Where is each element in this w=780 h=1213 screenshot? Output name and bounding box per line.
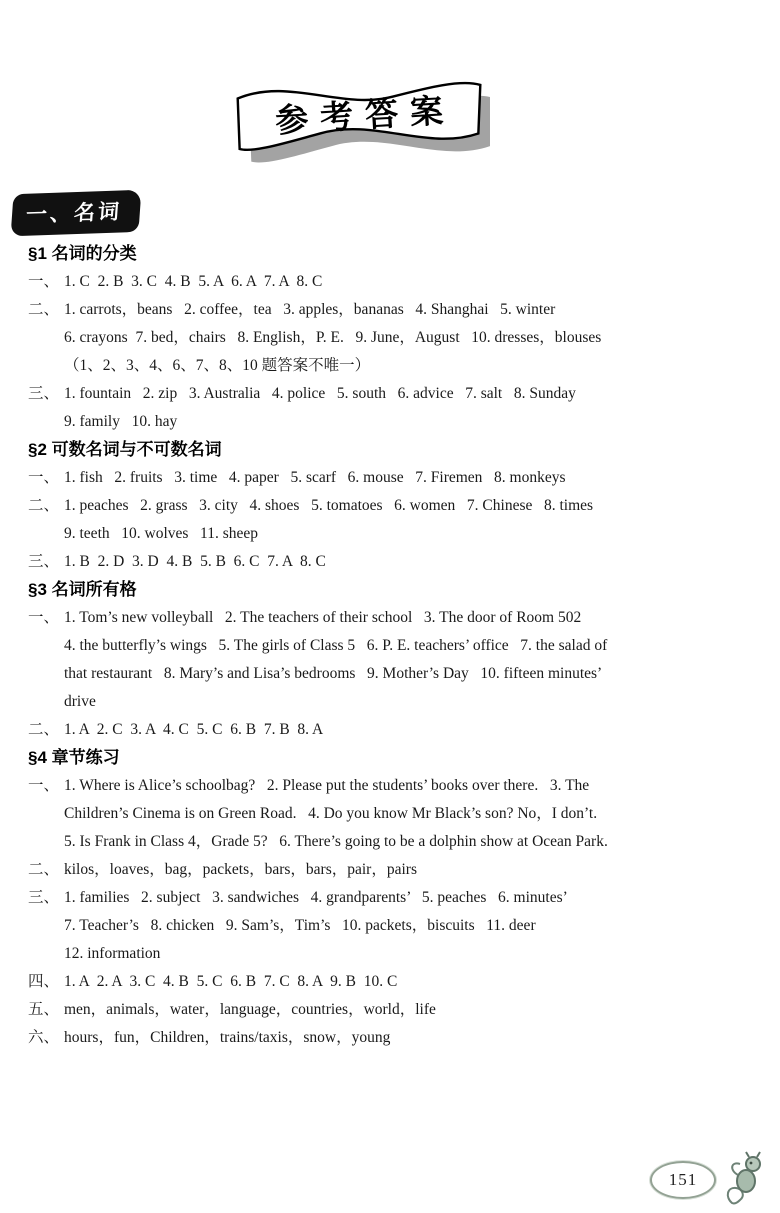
answer-block-label: 一、 (28, 273, 60, 290)
answer-key-page (0, 64, 780, 1213)
answer-block-label: 五、 (28, 1001, 60, 1018)
answer-line: drive (64, 693, 96, 710)
answer-block (28, 380, 758, 436)
answer-block-label: 一、 (28, 777, 60, 794)
answer-line: 1. B 2. D 3. D 4. B 5. B 6. C 7. A 8. C (64, 553, 326, 570)
answer-line: 1. Where is Alice’s schoolbag? 2. Please put the students’ books over there. 3. The (64, 777, 590, 794)
page-number-badge (650, 1161, 716, 1199)
answer-line: 12. information (64, 945, 161, 962)
answer-line: 7. Teacher’s 8. chicken 9. Sam’s，Tim’s 10. packets，biscuits 11. deer (64, 917, 536, 934)
answer-block (28, 548, 758, 576)
answer-line: 1. A 2. A 3. C 4. B 5. C 6. B 7. C 8. A 9. B 10. C (64, 973, 398, 990)
answer-block (28, 268, 758, 296)
answer-block-label: 二、 (28, 497, 60, 514)
answer-line: 1. C 2. B 3. C 4. B 5. A 6. A 7. A 8. C (64, 273, 323, 290)
section-heading: §3 名词所有格 (28, 580, 137, 599)
answer-line: 5. Is Frank in Class 4，Grade 5? 6. There’s going to be a dolphin show at Ocean Park. (64, 833, 608, 850)
answers (0, 192, 780, 1052)
answer-block-label: 三、 (28, 553, 60, 570)
answer-block-label: 二、 (28, 721, 60, 738)
answer-line: hours，fun，Children，trains/taxis，snow，young (64, 1029, 391, 1046)
answer-line: 1. A 2. C 3. A 4. C 5. C 6. B 7. B 8. A (64, 721, 324, 738)
answer-block-label: 三、 (28, 889, 60, 906)
answer-block-label: 六、 (28, 1029, 60, 1046)
answer-line: 1. fountain 2. zip 3. Australia 4. police 5. south 6. advice 7. salt 8. Sunday (64, 385, 576, 402)
answer-line: 4. the butterfly’s wings 5. The girls of Class 5 6. P. E. teachers’ office 7. the salad of (64, 637, 608, 654)
answer-block (28, 884, 758, 968)
section-heading: §1 名词的分类 (28, 244, 137, 263)
answer-line: 1. families 2. subject 3. sandwiches 4. grandparents’ 5. peaches 6. minutes’ (64, 889, 568, 906)
answer-line: 1. peaches 2. grass 3. city 4. shoes 5. tomatoes 6. women 7. Chinese 8. times (64, 497, 594, 514)
answer-block-label: 一、 (28, 469, 60, 486)
answer-block (28, 1024, 758, 1052)
answer-block (28, 464, 758, 492)
answer-line: men，animals，water，language，countries，world，life (64, 1001, 436, 1018)
answer-block (28, 492, 758, 548)
answer-block-label: 二、 (28, 301, 60, 318)
answer-line: （1、2、3、4、6、7、8、10 题答案不唯一） (64, 357, 371, 374)
answer-line: that restaurant 8. Mary’s and Lisa’s bedrooms 9. Mother’s Day 10. fifteen minutes’ (64, 665, 603, 682)
answer-line: 9. family 10. hay (64, 413, 178, 430)
section-heading: §4 章节练习 (28, 748, 120, 767)
page-number: 151 (668, 1170, 698, 1189)
answer-line: Children’s Cinema is on Green Road. 4. Do you know Mr Black’s son? No，I don’t. (64, 805, 598, 822)
answer-block (28, 772, 758, 856)
title-banner (228, 64, 490, 168)
section-heading: §2 可数名词与不可数名词 (28, 440, 222, 459)
answer-line: kilos，loaves，bag，packets，bars，bars，pair，pairs (64, 861, 417, 878)
chapter-heading: 一、名词 (11, 190, 142, 237)
answer-block (28, 716, 758, 744)
mascot-icon (722, 1151, 770, 1207)
answer-block-label: 一、 (28, 609, 60, 626)
answer-block-label: 四、 (28, 973, 60, 990)
answer-block (28, 296, 758, 380)
answer-line: 6. crayons 7. bed，chairs 8. English，P. E. 9. June，August 10. dresses，blouses (64, 329, 602, 346)
answer-block (28, 856, 758, 884)
answer-block (28, 604, 758, 716)
answer-block-label: 二、 (28, 861, 60, 878)
answer-line: 9. teeth 10. wolves 11. sheep (64, 525, 258, 542)
answer-block (28, 996, 758, 1024)
answer-line: 1. fish 2. fruits 3. time 4. paper 5. scarf 6. mouse 7. Firemen 8. monkeys (64, 469, 566, 486)
page-title: 参考答案 (274, 91, 457, 140)
answer-line: 1. carrots，beans 2. coffee，tea 3. apples，bananas 4. Shanghai 5. winter (64, 301, 556, 318)
answer-block-label: 三、 (28, 385, 60, 402)
chapter-heading-wrap (12, 192, 758, 238)
answer-block (28, 968, 758, 996)
answer-line: 1. Tom’s new volleyball 2. The teachers of their school 3. The door of Room 502 (64, 609, 582, 626)
